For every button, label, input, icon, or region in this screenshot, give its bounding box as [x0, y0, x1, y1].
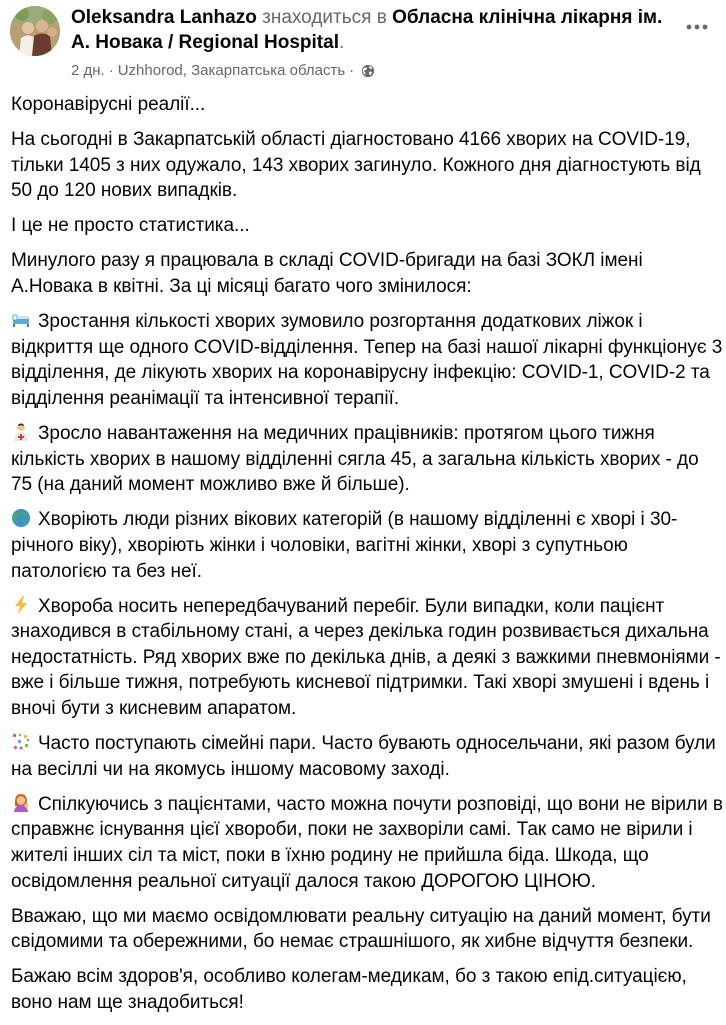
list-item-text: Зростання кількості хворих зумовило розгортання додаткових ліжок і відкриття ще одного COVID-відділення. Тепер на базі нашої лікарні функціонує 3 відділення, де лікують хворих на коронавірусну інфекцію: COVID-1, COVID-2 та відділення реанімації та інтенсивної терапії. — [11, 311, 723, 409]
list-item-text: Хвороба носить непередбачуваний перебіг. Були випадки, коли пацієнт знаходився в стабільному стані, а через декілька годин розвивається дихальна недостатність. Ряд хворих вже по декілька днів, а деякі з важкими пневмоніями - вже і більше тижня, потребують кисневої підтримки. Такі хворі змушені і вдень і вночі бути з кисневим апаратом. — [11, 595, 721, 719]
meta-separator: · — [108, 62, 114, 79]
hospital-bed-icon — [11, 310, 31, 330]
post-header-text — [71, 5, 671, 55]
post-list-item — [11, 421, 723, 498]
post-header — [0, 0, 726, 92]
meta-separator-2: · — [349, 62, 355, 79]
post-list-item — [11, 792, 723, 894]
post-paragraph: Бажаю всім здоров'я, особливо колегам-медикам, бо з такою епід.ситуацією, воно нам ще знадобиться! — [11, 966, 687, 1013]
woman-tipping-hand-icon — [11, 793, 31, 813]
post-paragraph: На сьогодні в Закарпатській області діагностовано 4166 хворих на COVID-19, тільки 1405 з них одужало, 143 хворих загинуло. Кожного дня діагностують від 50 до 120 нових випадків. — [11, 129, 701, 202]
list-item-text: Часто поступають сімейні пари. Часто бувають односельчани, які разом були на весіллі чи на якомусь іншому масовому заході. — [11, 733, 716, 780]
post-list-item — [11, 507, 723, 584]
post-paragraph: Коронавірусні реалії... — [11, 94, 206, 115]
post-body — [11, 92, 723, 1025]
health-worker-icon — [11, 422, 31, 442]
more-options-button[interactable] — [682, 14, 712, 40]
confetti-icon — [11, 732, 31, 752]
avatar-photo-icon — [10, 6, 60, 56]
lightning-icon — [11, 595, 31, 615]
post-list-item — [11, 594, 723, 722]
is-at-text: знаходиться в — [262, 7, 387, 28]
post-meta — [71, 62, 375, 79]
post-location[interactable]: Uzhhorod, Закарпатська область — [117, 62, 346, 79]
post-timestamp[interactable]: 2 дн. — [71, 62, 105, 79]
post-paragraph: Минулого разу я працювала в складі COVID-бригади на базі ЗОКЛ імені А.Новака в квітні. За ці місяці багато чого змінилося: — [11, 250, 643, 298]
post-list-item — [11, 731, 723, 782]
more-dots-icon — [686, 24, 708, 30]
post-paragraph: Вважаю, що ми маємо освідомлювати реальну ситуацію на даний момент, бути свідомими та обережними, бо немає страшнішого, як хибне відчуття безпеки. — [11, 905, 711, 953]
post-list-item — [11, 309, 723, 411]
author-name[interactable]: Oleksandra Lanhazo — [71, 7, 257, 28]
avatar[interactable] — [10, 6, 60, 56]
post-paragraph: І це не просто статистика... — [11, 215, 250, 237]
place-suffix: . — [338, 32, 345, 53]
globe-emoji-icon — [11, 508, 31, 528]
place-link[interactable]: Обласна клінічна лікарня ім. А. Новака / Regional Hospital — [71, 7, 663, 53]
list-item-text: Зросло навантаження на медичних працівників: протягом цього тижня кількість хворих в нашому відділенні сягла 45, а загальна кількість хворих - до 75 (на даний момент можливо вже й більше). — [11, 423, 699, 496]
list-item-text: Хворіють люди різних вікових категорій (в нашому відділенні є хворі і 30-річного віку), хворіють жінки і чоловіки, вагітні жінки, хворі з супутньою патологією та без неї. — [11, 509, 678, 582]
list-item-text: Спілкуючись з пацієнтами, часто можна почути розповіді, що вони не вірили в справжнє існування цієї хвороби, поки не захворіли самі. Так само не вірили і жителі інших сіл та міст, поки в їхню родину не прийшла біда. Шкода, що освідомлення реальної ситуації далося такою ДОРОГОЮ ЦІНОЮ. — [11, 793, 723, 892]
globe-icon[interactable] — [361, 64, 375, 78]
